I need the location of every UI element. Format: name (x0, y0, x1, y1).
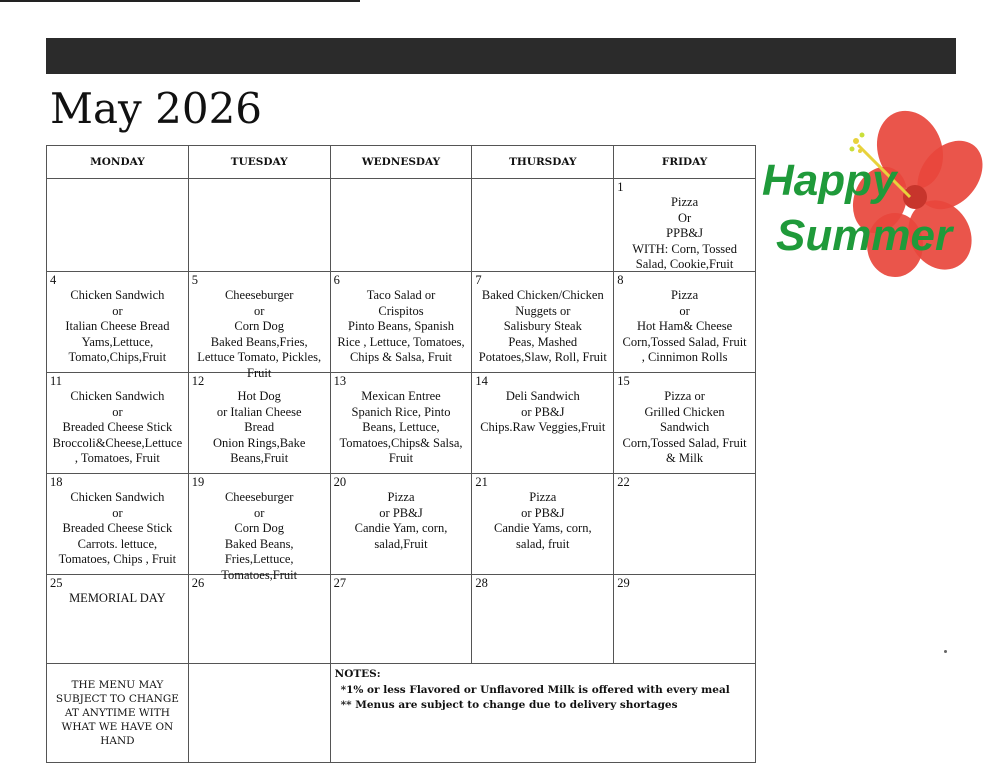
menu-calendar (46, 145, 756, 763)
day-number: 6 (333, 273, 340, 287)
day-cell (47, 272, 189, 373)
day-number: 26 (191, 576, 205, 590)
day-menu: Pizza or PB&J Candie Yams, corn, salad, fruit (494, 490, 592, 551)
weekday-header: THURSDAY (472, 146, 614, 179)
week-row (47, 575, 756, 664)
day-cell (47, 373, 189, 474)
day-number: 8 (617, 273, 624, 287)
day-cell (472, 373, 614, 474)
note-line: *1% or less Flavored or Unflavored Milk is offered with every meal (340, 684, 730, 696)
day-number: 5 (191, 273, 199, 287)
day-cell (472, 272, 614, 373)
day-cell (614, 474, 756, 575)
day-number: 22 (617, 475, 630, 489)
week-row (47, 373, 756, 474)
day-cell (330, 373, 472, 474)
day-cell (330, 179, 472, 272)
day-cell (188, 272, 330, 380)
day-cell (472, 474, 614, 575)
day-number: 15 (617, 374, 630, 388)
day-number: 20 (333, 475, 347, 489)
day-cell (188, 474, 330, 582)
day-menu: Hot Dog or Italian Cheese Bread Onion Rings,Bake Beans,Fruit (213, 389, 306, 465)
header-band (46, 38, 956, 74)
day-menu: Mexican Entree Spanich Rice, Pinto Beans, Lettuce, Tomatoes,Chips& Salsa, Fruit (339, 389, 463, 465)
scan-speck (944, 650, 947, 653)
note-line: ** Menus are subject to change due to delivery shortages (340, 699, 678, 711)
day-number: 21 (475, 475, 488, 489)
day-number: 12 (191, 374, 205, 388)
day-cell (330, 474, 472, 575)
day-number: 7 (475, 273, 482, 287)
notes-label: NOTES: (334, 668, 381, 680)
day-menu: Chicken Sandwich or Breaded Cheese Stick Broccoli&Cheese,Lettuce , Tomatoes, Fruit (52, 389, 183, 465)
empty-cell (188, 664, 330, 763)
day-menu (331, 590, 472, 591)
weekday-header: WEDNESDAY (330, 146, 472, 179)
day-menu: Taco Salad or Crispitos Pinto Beans, Spanish Rice , Lettuce, Tomatoes, Chips & Salsa, Fruit (337, 288, 465, 364)
day-menu (331, 180, 472, 181)
day-number: 27 (333, 576, 347, 590)
day-cell (47, 179, 189, 272)
day-cell (614, 373, 756, 474)
day-menu: MEMORIAL DAY (69, 591, 166, 605)
day-number: 19 (191, 475, 205, 489)
day-number: 25 (50, 576, 63, 590)
day-number: 29 (617, 576, 630, 590)
weekday-header: MONDAY (47, 146, 189, 179)
day-menu (472, 590, 613, 591)
week-row (47, 179, 756, 272)
day-menu (472, 180, 613, 181)
day-cell (330, 272, 472, 373)
day-menu (189, 180, 330, 181)
day-cell (47, 474, 189, 575)
week-row (47, 474, 756, 575)
happy-text: Happy (762, 156, 897, 205)
day-cell (472, 179, 614, 272)
disclaimer-cell: THE MENU MAY SUBJECT TO CHANGE AT ANYTIME WITH WHAT WE HAVE ON HAND (47, 664, 189, 763)
day-cell (614, 179, 756, 272)
day-number: 14 (475, 374, 488, 388)
day-cell (188, 373, 330, 474)
day-menu: Pizza or PB&J Candie Yam, corn, salad,Fruit (354, 490, 448, 551)
day-menu: Pizza or Grilled Chicken Sandwich Corn,Tossed Salad, Fruit & Milk (622, 389, 747, 465)
scan-top-rule (0, 0, 360, 2)
day-cell (614, 575, 756, 664)
day-cell (188, 179, 330, 272)
notes-row (47, 664, 756, 763)
weekday-header-row (47, 146, 756, 179)
day-menu (47, 180, 188, 181)
weekday-header: TUESDAY (188, 146, 330, 179)
week-row (47, 272, 756, 373)
day-number: 11 (50, 374, 63, 388)
page-title: May 2026 (50, 84, 263, 133)
day-cell (188, 575, 330, 664)
day-cell (47, 575, 189, 664)
day-menu: Pizza or Hot Ham& Cheese Corn,Tossed Salad, Fruit , Cinnimon Rolls (622, 288, 747, 364)
notes-cell (330, 664, 755, 763)
day-menu: Baked Chicken/Chicken Nuggets or Salisbury Steak Peas, Mashed Potatoes,Slaw, Roll, Fruit (478, 288, 607, 364)
day-menu: Deli Sandwich or PB&J Chips.Raw Veggies,Fruit (480, 389, 606, 434)
day-cell (472, 575, 614, 664)
summer-text: Summer (776, 211, 953, 260)
day-number: 1 (617, 180, 624, 194)
day-menu (189, 590, 330, 591)
day-number: 4 (50, 273, 57, 287)
day-number: 13 (333, 374, 347, 388)
day-menu: Pizza Or PPB&J WITH: Corn, Tossed Salad, Cookie,Fruit (632, 195, 737, 271)
day-menu: Chicken Sandwich or Breaded Cheese Stick Carrots. lettuce, Tomatoes, Chips , Fruit (58, 490, 177, 566)
day-menu: Cheeseburger or Corn Dog Baked Beans, Fries,Lettuce, Tomatoes,Fruit (221, 490, 298, 582)
day-number: 28 (475, 576, 488, 590)
day-cell (614, 272, 756, 373)
day-menu (614, 489, 755, 490)
day-cell (330, 575, 472, 664)
day-menu: Chicken Sandwich or Italian Cheese Bread Yams,Lettuce, Tomato,Chips,Fruit (65, 288, 170, 364)
day-menu (614, 590, 755, 591)
day-number: 18 (50, 475, 63, 489)
weekday-header: FRIDAY (614, 146, 756, 179)
day-menu: Cheeseburger or Corn Dog Baked Beans,Fries, Lettuce Tomato, Pickles, Fruit (197, 288, 322, 380)
happy-summer-graphic (760, 105, 992, 285)
